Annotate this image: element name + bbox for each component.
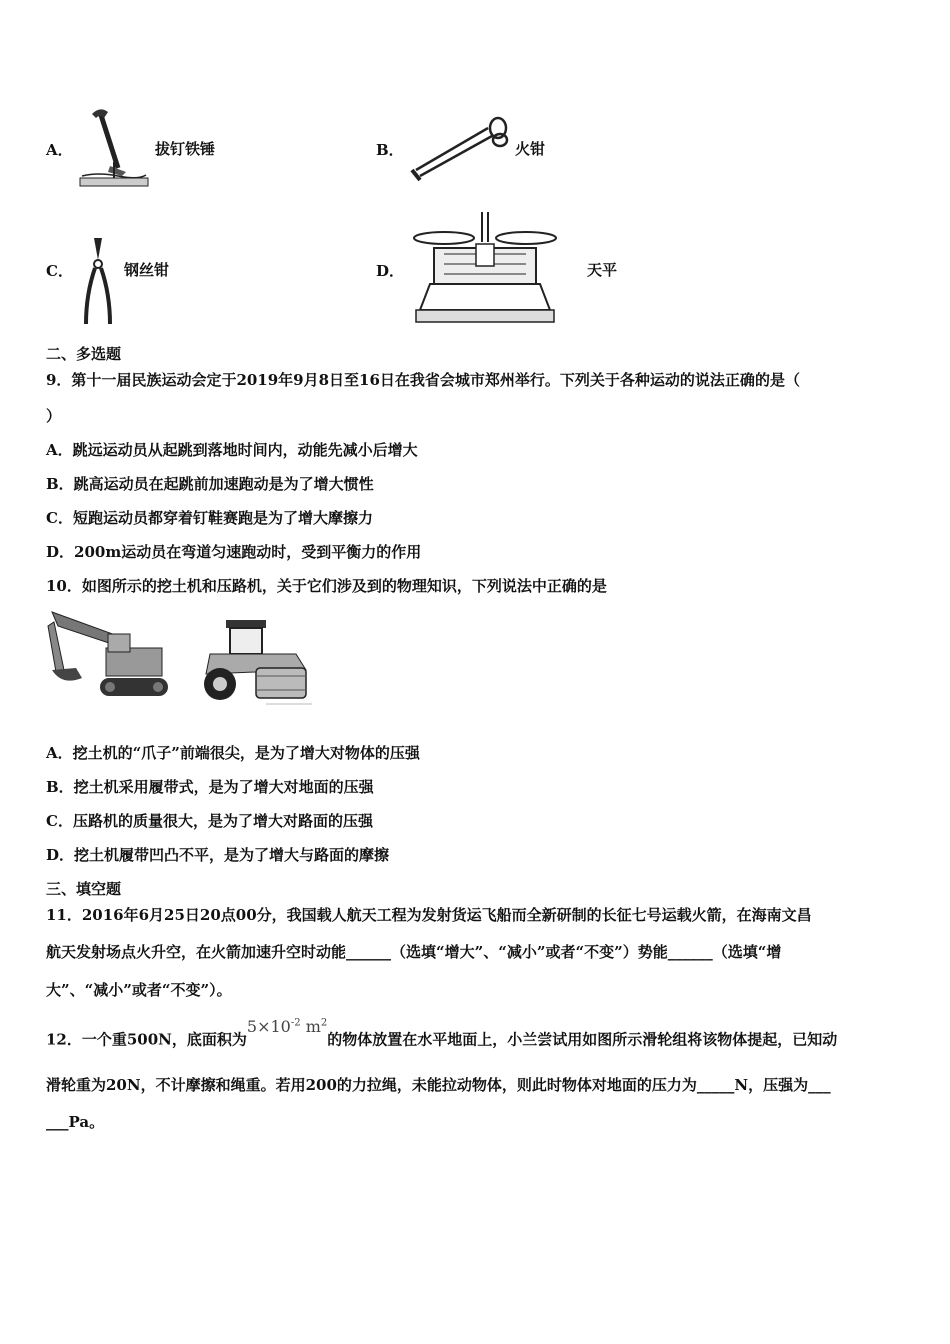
area-formula: $5\times 10^{-2}$ $m^2$ [246,1017,328,1037]
section-title-multiple-choice: 二、多选题 [46,345,122,363]
claw-hammer-icon [78,106,150,188]
option-d[interactable] [376,260,404,281]
option-a-label: 拔钉铁锤 [155,140,216,158]
q12-line2[interactable]: 滑轮重为20N，不计摩擦和绳重。若用200的力拉绳，未能拉动物体，则此时物体对地面的压力为_____N，压强为___ [46,1076,831,1094]
fire-tongs-icon [408,114,512,184]
q12-line1 [46,1017,838,1049]
option-letter: A． [46,141,73,159]
q9-option-d[interactable]: D．200m运动员在弯道匀速跑动时，受到平衡力的作用 [46,543,422,561]
q9-option-b[interactable]: B．跳高运动员在起跳前加速跑动是为了增大惯性 [46,475,374,493]
q10-option-b[interactable]: B．挖土机采用履带式，是为了增大对地面的压强 [46,778,374,796]
option-c[interactable] [46,260,73,281]
q11-line1: 11．2016年6月25日20点00分，我国载人航天工程为发射货运飞船而全新研制的长征七号运载火箭，在海南文昌 [46,906,812,924]
pliers-icon [80,236,116,328]
q9-option-c[interactable]: C．短跑运动员都穿着钉鞋赛跑是为了增大摩擦力 [46,509,373,527]
option-a[interactable] [46,139,73,160]
road-roller-icon [196,614,316,708]
section-title-fill-in: 三、填空题 [46,880,122,898]
q12-text-post: 的物体放置在水平地面上，小兰尝试用如图所示滑轮组将该物体提起，已知动 [327,1030,838,1049]
q10-option-d[interactable]: D．挖土机履带凹凸不平，是为了增大与路面的摩擦 [46,846,390,864]
q10-option-c[interactable]: C．压路机的质量很大，是为了增大对路面的压强 [46,812,373,830]
q12-text-pre: 12．一个重500N，底面积为 [46,1030,247,1049]
q9-stem: 9．第十一届民族运动会定于2019年9月8日至16日在我省会城市郑州举行。下列关于各种运动的说法正确的是（ [46,371,800,389]
option-c-label: 钢丝钳 [124,261,170,279]
q12-line3[interactable]: ___Pa。 [46,1113,105,1131]
q10-option-a[interactable]: A．挖土机的“爪子”前端很尖，是为了增大对物体的压强 [46,744,420,762]
option-b[interactable] [376,139,404,160]
q11-line2[interactable]: 航天发射场点火升空，在火箭加速升空时动能______（选填“增大”、“减小”或者“不变”）势能______（选填“增 [46,943,782,961]
balance-scale-icon [410,208,560,326]
option-d-label: 天平 [587,261,618,279]
q11-line3: 大”、“减小”或者“不变”）。 [46,981,232,999]
q9-stem-end: ） [46,407,62,425]
q9-option-a[interactable]: A．跳远运动员从起跳到落地时间内，动能先减小后增大 [46,441,418,459]
q10-stem: 10．如图所示的挖土机和压路机，关于它们涉及到的物理知识，下列说法中正确的是 [46,577,607,595]
excavator-icon [48,608,172,704]
option-letter: D． [376,262,405,280]
option-letter: B． [376,141,404,159]
option-b-label: 火钳 [515,140,546,158]
option-letter: C． [46,262,73,280]
